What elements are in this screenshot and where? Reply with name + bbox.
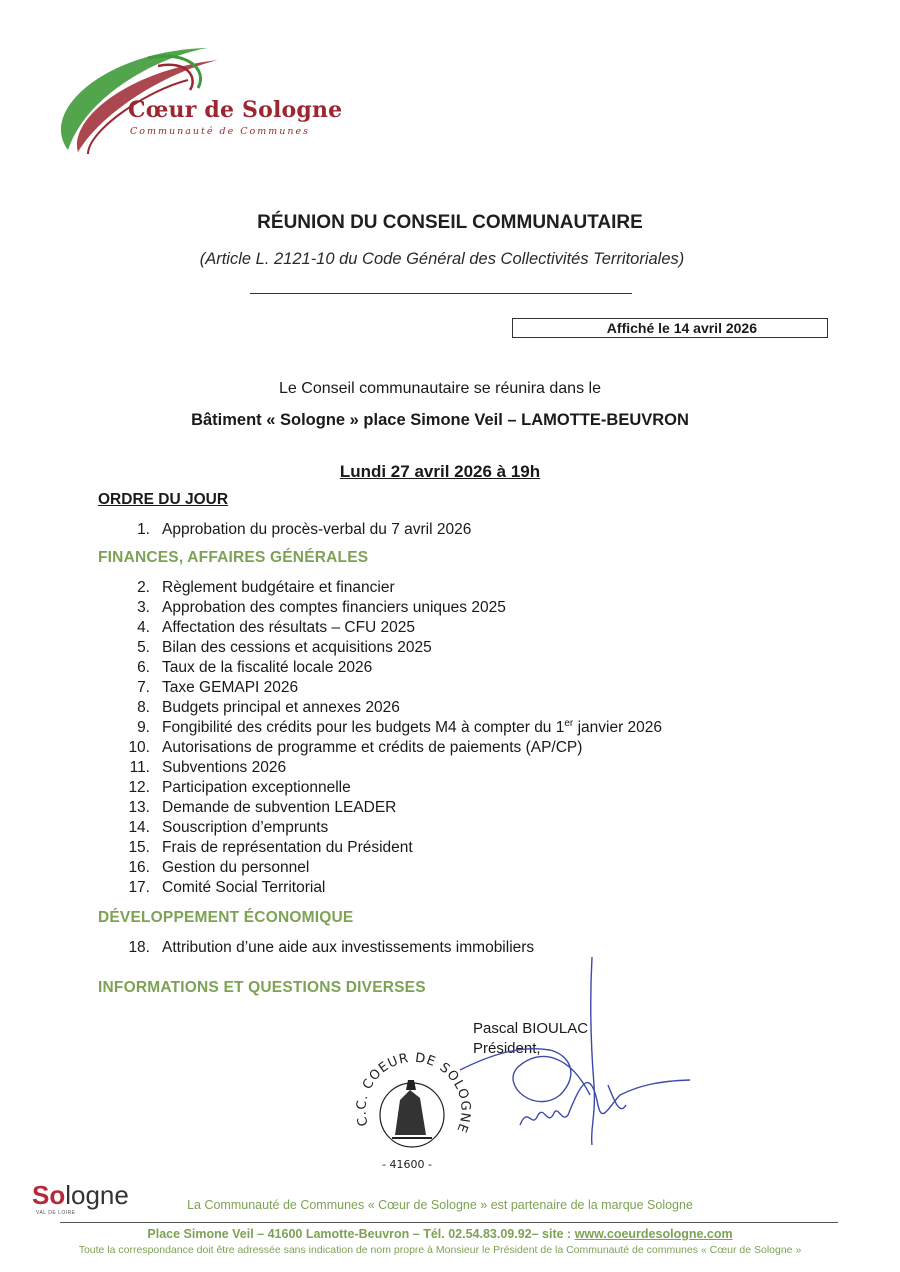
agenda-item-text: Demande de subvention LEADER — [162, 799, 397, 816]
signer-name: Pascal BIOULAC — [473, 1020, 589, 1037]
svg-text:C.C. COEUR DE SOLOGNE: C.C. COEUR DE SOLOGNE — [354, 1050, 473, 1136]
meeting-venue: Bâtiment « Sologne » place Simone Veil – LAMOTTE-BEUVRON — [191, 411, 689, 429]
agenda-item-number: 17. — [128, 879, 150, 896]
agenda-item-text: Comité Social Territorial — [162, 879, 326, 896]
agenda-item-number: 16. — [128, 859, 150, 876]
footer-partner-text: La Communauté de Communes « Cœur de Sologne » est partenaire de la marque Sologne — [187, 1198, 693, 1212]
agenda-item-text: Approbation du procès-verbal du 7 avril 2026 — [162, 521, 472, 538]
agenda-item-text: Attribution d’une aide aux investissements immobiliers — [162, 939, 535, 956]
agenda-item-text: Frais de représentation du Président — [162, 839, 413, 856]
svg-text:- 41600 -: - 41600 - — [382, 1158, 432, 1171]
page-subtitle: (Article L. 2121-10 du Code Général des Collectivités Territoriales) — [199, 250, 685, 268]
meeting-intro: Le Conseil communautaire se réunira dans le — [279, 380, 601, 397]
agenda-item-number: 10. — [128, 739, 150, 756]
signature-icon — [440, 955, 720, 1155]
agenda-item-number: 8. — [137, 699, 150, 716]
agenda-item-number: 2. — [137, 579, 150, 596]
page-title: RÉUNION DU CONSEIL COMMUNAUTAIRE — [257, 212, 643, 233]
sologne-logo-so: So — [32, 1180, 66, 1210]
footer-address-text: Place Simone Veil – 41600 Lamotte-Beuvron – Tél. 02.54.83.09.92– site : — [147, 1227, 575, 1241]
agenda-item-text: Taux de la fiscalité locale 2026 — [162, 659, 373, 676]
agenda-item-number: 4. — [137, 619, 150, 636]
cc-coeur-de-sologne-logo — [48, 40, 348, 160]
agenda-item-number: 14. — [128, 819, 150, 836]
agenda-item-text: Règlement budgétaire et financier — [162, 579, 395, 596]
posted-date-box: Affiché le 14 avril 2026 — [512, 318, 828, 338]
agenda-item-text: Participation exceptionnelle — [162, 779, 351, 796]
signer-role: Président, — [473, 1040, 541, 1057]
agenda-item-text: Souscription d’emprunts — [162, 819, 329, 836]
agenda-item-number: 1. — [137, 521, 150, 538]
sologne-logo-rest: logne — [65, 1180, 129, 1210]
agenda-item-number: 9. — [137, 719, 150, 736]
footer-divider — [60, 1222, 838, 1223]
agenda-item-number: 13. — [128, 799, 150, 816]
agenda-item-text: Subventions 2026 — [162, 759, 287, 776]
agenda-item-number: 6. — [137, 659, 150, 676]
logo-brand: Cœur de Sologne — [128, 97, 343, 123]
agenda-item-number: 15. — [128, 839, 150, 856]
footer-address — [0, 1227, 880, 1241]
title-divider — [250, 293, 632, 294]
agenda-item-number: 18. — [128, 939, 150, 956]
section-info-heading: INFORMATIONS ET QUESTIONS DIVERSES — [98, 979, 426, 996]
agenda-item-text: Approbation des comptes financiers uniques 2025 — [162, 599, 506, 616]
agenda-item-number: 12. — [128, 779, 150, 796]
logo-subtitle: Communauté de Communes — [130, 126, 310, 137]
agenda-item-number: 7. — [137, 679, 150, 696]
agenda-item-text: Taxe GEMAPI 2026 — [162, 679, 299, 696]
agenda-item-text: Autorisations de programme et crédits de paiements (AP/CP) — [162, 739, 583, 756]
agenda-item-number: 3. — [137, 599, 150, 616]
section-economic-heading: DÉVELOPPEMENT ÉCONOMIQUE — [98, 909, 354, 926]
agenda-item-number: 11. — [129, 759, 150, 776]
agenda-item-text: Gestion du personnel — [162, 859, 310, 876]
agenda-heading: ORDRE DU JOUR — [98, 491, 229, 508]
footer-note: Toute la correspondance doit être adressée sans indication de nom propre à Monsieur le Président de la Communauté de communes « Cœur de Sologne » — [78, 1244, 802, 1256]
agenda-item-text: Affectation des résultats – CFU 2025 — [162, 619, 416, 636]
section-finances-heading: FINANCES, AFFAIRES GÉNÉRALES — [98, 549, 369, 566]
agenda-item-text: Fongibilité des crédits pour les budgets M4 à compter du 1er janvier 2026 — [162, 717, 663, 736]
agenda-item-text: Bilan des cessions et acquisitions 2025 — [162, 639, 432, 656]
sologne-logo-tagline: VAL DE LOIRE — [36, 1210, 76, 1216]
footer-website-link[interactable]: www.coeurdesologne.com — [574, 1227, 733, 1241]
agenda-item-number: 5. — [137, 639, 150, 656]
meeting-date: Lundi 27 avril 2026 à 19h — [339, 462, 541, 481]
agenda-item-text: Budgets principal et annexes 2026 — [162, 699, 400, 716]
